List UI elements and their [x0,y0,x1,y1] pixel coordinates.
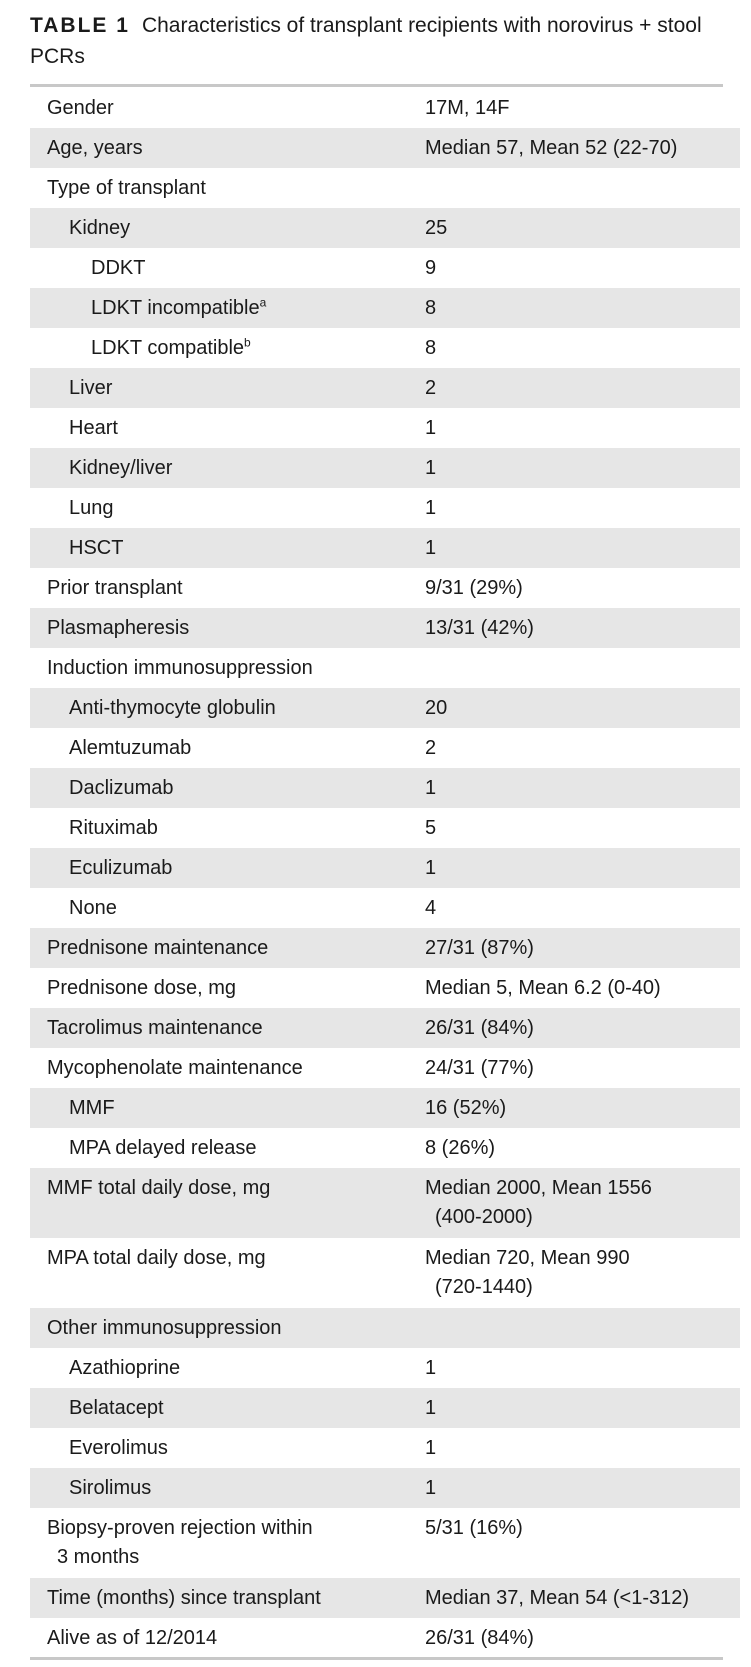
table-row [30,248,740,288]
row-label: Induction immunosuppression [47,656,313,679]
table-row [30,1128,740,1168]
row-label: Daclizumab [30,768,425,808]
row-value: 9 [425,256,437,279]
row-value: 5/31 (16%) [425,1517,523,1539]
table-title: Characteristics of transplant recipients with norovirus + stool PCRs [30,14,702,68]
row-value [425,168,740,208]
row-label: MMF [30,1088,425,1128]
row-label-cell [30,1508,425,1578]
table-row [30,928,740,968]
footnote-marker: a [259,294,267,309]
table-row [30,208,740,248]
table-row [30,1428,740,1468]
row-label: Age, years [30,128,425,168]
row-label: Biopsy-proven rejection within [47,1517,313,1539]
row-value: 24/31 (77%) [425,1056,534,1079]
row-label: Kidney/liver [30,448,425,488]
table-row [30,728,740,768]
row-label: Heart [69,416,118,439]
row-label: Prior transplant [47,576,183,599]
row-value-cell [425,1238,740,1308]
bottom-rule [30,1657,723,1660]
table-row [30,848,740,888]
table-row [30,368,740,408]
table-row [30,408,740,448]
row-label-cell [30,328,425,368]
table-row [30,1388,740,1428]
row-label: Mycophenolate maintenance [47,1056,303,1079]
row-label: Belatacept [30,1388,425,1428]
row-value: 1 [425,416,437,439]
table-row [30,1348,740,1388]
row-value: 1 [425,1388,740,1428]
row-label: MMF total daily dose, mg [30,1168,425,1238]
table-row [30,808,740,848]
table-row [30,528,740,568]
row-label: Tacrolimus maintenance [30,1008,425,1048]
table-row [30,1238,740,1308]
row-label: Rituximab [69,816,158,839]
table-row [30,1618,740,1658]
row-value: 20 [425,688,740,728]
table-row [30,168,740,208]
row-label: Alemtuzumab [69,736,192,759]
table-row [30,1088,740,1128]
row-label: MPA total daily dose, mg [47,1247,266,1269]
table-row [30,1508,740,1578]
row-label: LDKT compatible [91,336,245,359]
row-label: Anti-thymocyte globulin [30,688,425,728]
row-value: 1 [425,448,740,488]
row-label: DDKT [91,256,146,279]
row-label: Prednisone dose, mg [47,976,237,999]
row-value: 26/31 (84%) [425,1626,534,1649]
row-value: 1 [425,1356,437,1379]
row-value: 8 [425,336,437,359]
row-label: Time (months) since transplant [30,1578,425,1618]
row-value: 8 [425,288,740,328]
row-value-continued: (720-1440) [435,1276,533,1298]
row-value: 13/31 (42%) [425,608,740,648]
row-value: 1 [425,496,437,519]
row-value: Median 5, Mean 6.2 (0-40) [425,976,661,999]
row-value: 1 [425,528,740,568]
table-row [30,648,740,688]
row-label: Eculizumab [30,848,425,888]
row-label: None [69,896,117,919]
row-value: 4 [425,896,437,919]
table-row [30,328,740,368]
row-value: Median 37, Mean 54 (<1-312) [425,1578,740,1618]
table-row [30,688,740,728]
row-label: LDKT incompatible [91,296,260,319]
row-value: 9/31 (29%) [425,576,523,599]
row-label: Prednisone maintenance [30,928,425,968]
row-value: 2 [425,368,740,408]
row-value [425,648,740,688]
table-row [30,1308,740,1348]
table-row [30,448,740,488]
row-value: 2 [425,736,437,759]
row-value: 17M, 14F [425,96,510,119]
table-row [30,128,740,168]
table-row [30,768,740,808]
table-row [30,888,740,928]
row-label: HSCT [30,528,425,568]
table-caption [30,10,730,72]
row-value: Median 2000, Mean 1556 [425,1177,652,1199]
table-row [30,88,740,128]
row-value: 26/31 (84%) [425,1008,740,1048]
row-value: Median 57, Mean 52 (22-70) [425,128,740,168]
row-value: 25 [425,208,740,248]
row-value: 27/31 (87%) [425,928,740,968]
row-label: Plasmapheresis [30,608,425,648]
table-row [30,968,740,1008]
top-rule [30,84,723,87]
row-label: Liver [30,368,425,408]
row-label: Alive as of 12/2014 [47,1626,218,1649]
table-row [30,1578,740,1618]
row-label: Lung [69,496,114,519]
row-label-continued: 3 months [57,1546,140,1568]
table-row [30,1168,740,1238]
row-value-continued: (400-2000) [435,1206,533,1228]
row-label: Azathioprine [69,1356,181,1379]
row-label: MPA delayed release [69,1136,257,1159]
row-value: 1 [425,1436,437,1459]
table-row [30,288,740,328]
row-value: 1 [425,768,740,808]
table-row [30,488,740,528]
characteristics-table [30,88,740,1658]
row-value: 1 [425,848,740,888]
row-value [425,1308,740,1348]
row-label: Everolimus [69,1436,168,1459]
table-row [30,568,740,608]
row-value: Median 720, Mean 990 [425,1247,630,1269]
row-label: Gender [47,96,114,119]
row-value: 1 [425,1468,740,1508]
row-label: Sirolimus [30,1468,425,1508]
row-value: 5 [425,816,437,839]
table-row [30,1468,740,1508]
table-row [30,608,740,648]
table-row [30,1008,740,1048]
row-label: Other immunosuppression [30,1308,425,1348]
table-row [30,1048,740,1088]
row-value-cell [425,1168,740,1238]
row-label: Type of transplant [47,176,206,199]
row-label-cell [30,288,425,328]
table-label: TABLE 1 [30,14,130,37]
footnote-marker: b [244,334,251,349]
row-value: 16 (52%) [425,1088,740,1128]
row-value: 8 (26%) [425,1136,496,1159]
row-label: Kidney [30,208,425,248]
